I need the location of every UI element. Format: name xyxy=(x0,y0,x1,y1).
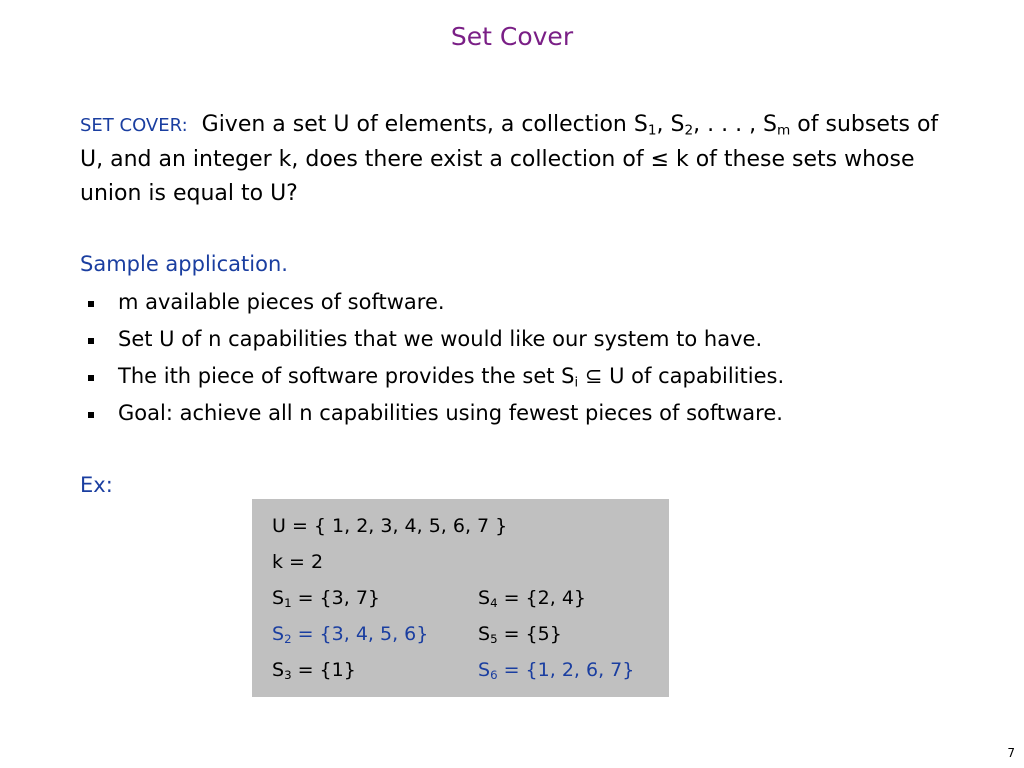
leq-symbol: ≤ xyxy=(650,147,669,172)
problem-text-2: of subsets of U, and an integer k, does there exist a collection of xyxy=(80,112,939,172)
bullet-list xyxy=(88,286,784,434)
list-item xyxy=(88,360,784,397)
subscript: m xyxy=(777,122,791,139)
problem-sep: , S xyxy=(656,112,685,137)
bullet-text: Goal: achieve all n capabilities using fewest pieces of software. xyxy=(118,401,783,425)
square-bullet-icon xyxy=(88,338,94,344)
bullet-text: U of capabilities. xyxy=(602,364,785,388)
k-line: k = 2 xyxy=(272,551,324,573)
bullet-text: The ith piece of software provides the set S xyxy=(118,364,575,388)
list-item xyxy=(88,397,784,434)
set-s4: $S_4 = \{2$, 4} xyxy=(478,587,586,610)
subscript: 2 xyxy=(684,122,694,139)
sample-heading: Sample application. xyxy=(80,252,288,276)
subscript: i xyxy=(574,375,579,391)
square-bullet-icon xyxy=(88,412,94,418)
square-bullet-icon xyxy=(88,301,94,307)
problem-sep: , . . . , S xyxy=(693,112,778,137)
universe-line: U = { 1, 2, 3, 4, 5, 6, 7 } xyxy=(272,515,508,537)
bullet-text: Set U of n capabilities that we would like our system to have. xyxy=(118,327,763,351)
square-bullet-icon xyxy=(88,375,94,381)
set-s2: $S_2 = \{3$, 4, 5, 6} xyxy=(272,623,429,646)
problem-statement xyxy=(80,108,940,211)
slide-title: Set Cover xyxy=(450,22,574,51)
subseteq-symbol: ⊆ xyxy=(584,364,603,388)
subscript: 1 xyxy=(647,122,657,139)
set-s5: $S_5 = \{5\}$ xyxy=(478,623,562,646)
bullet-text: m available pieces of software. xyxy=(118,290,445,314)
problem-label: SET COVER: xyxy=(80,115,188,136)
page-number: 7 xyxy=(1007,746,1015,760)
example-heading: Ex: xyxy=(80,473,113,497)
set-s3: $S_3 = \{1\}$ xyxy=(272,659,356,682)
problem-text-1: Given a set U of elements, a collection S xyxy=(201,112,648,137)
set-s1: $S_1 = \{3$, 7} xyxy=(272,587,380,610)
list-item xyxy=(88,286,784,323)
set-s6: $S_6 = \{1$, 2, 6, 7} xyxy=(478,659,635,682)
list-item xyxy=(88,323,784,360)
problem-text-3: k of these sets whose union is equal to U? xyxy=(80,147,915,206)
example-box xyxy=(252,499,669,697)
